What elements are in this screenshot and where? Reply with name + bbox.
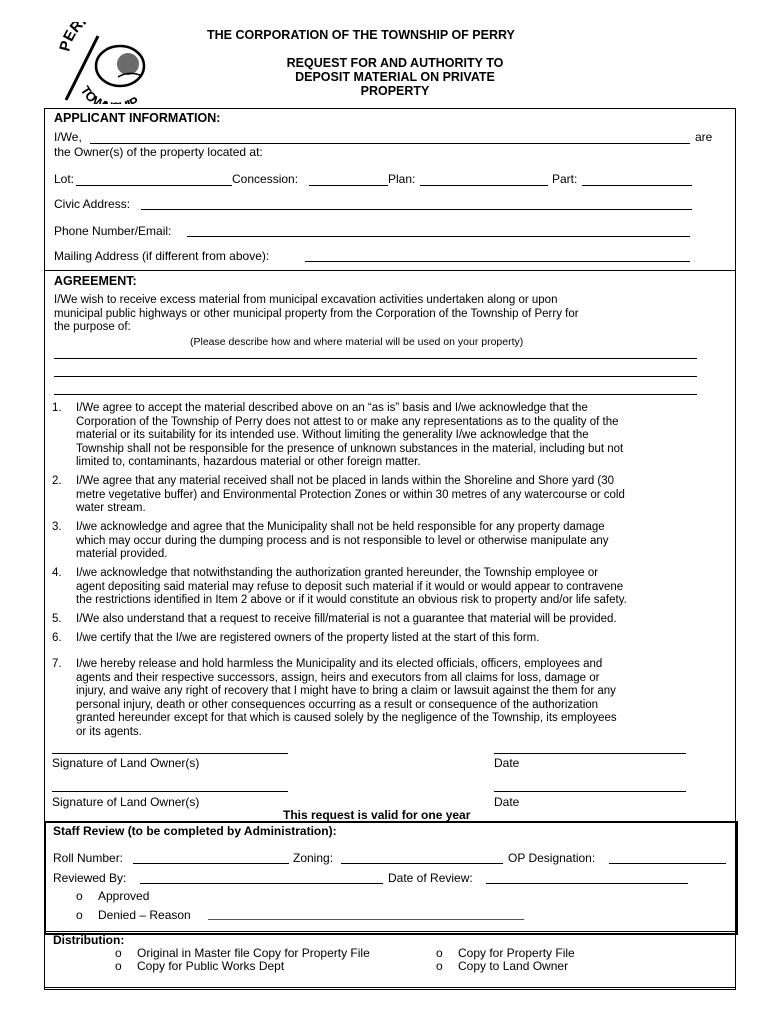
distribution-item: Original in Master file Copy for Property File: [137, 946, 370, 960]
phone-email-field[interactable]: [187, 236, 690, 237]
mailing-address-field[interactable]: [305, 261, 690, 262]
plan-label: Plan:: [388, 172, 416, 186]
staff-review-heading: Staff Review (to be completed by Administration):: [53, 824, 337, 838]
date-label: Date: [494, 756, 520, 770]
purpose-field[interactable]: [54, 358, 697, 359]
distribution-item: Copy for Public Works Dept: [137, 959, 285, 973]
distribution-bullet: o: [436, 959, 443, 973]
item-line: I/we hereby release and hold harmless the Municipality and its elected officials, officers, employees and: [76, 658, 603, 670]
part-label: Part:: [552, 172, 578, 186]
item-line: which may occur during the dumping process and is not responsible to level or otherwise manipulate any: [76, 534, 609, 547]
owner-name-field[interactable]: [90, 143, 690, 144]
subtitle-line: REQUEST FOR AND AUTHORITY TO: [286, 56, 504, 70]
item-line: I/we acknowledge that notwithstanding the authorization granted hereunder, the Township employee or: [76, 567, 599, 579]
plan-field[interactable]: [420, 185, 548, 186]
intro-line: the purpose of:: [54, 321, 131, 334]
agreement-item: [76, 658, 728, 740]
signature-field[interactable]: [52, 753, 288, 754]
item-line: material provided.: [76, 548, 168, 561]
item-line: Township shall not be responsible for the presence of unknown substances in the material, including but not: [76, 442, 624, 455]
agreement-intro: [54, 294, 579, 335]
civic-address-label: Civic Address:: [54, 197, 131, 211]
item-line: I/We agree to accept the material described above on an “as is” basis and I/we acknowledge that the: [76, 402, 588, 414]
section-divider: [44, 270, 735, 271]
distribution-item: Copy to Land Owner: [458, 959, 569, 973]
purpose-field[interactable]: [54, 394, 697, 395]
lot-field[interactable]: [76, 185, 232, 186]
distribution-item: Copy for Property File: [458, 946, 575, 960]
date-label: Date: [494, 795, 520, 809]
denied-reason-field[interactable]: [208, 919, 524, 920]
mailing-address-label: Mailing Address (if different from above):: [54, 249, 270, 263]
distribution-heading: Distribution:: [53, 933, 125, 947]
item-line: I/We also understand that a request to receive fill/material is not a guarantee that material will be provided.: [76, 613, 617, 625]
item-number: 5.: [52, 613, 62, 625]
svg-text:TOWNSHIP: [78, 83, 142, 104]
phone-email-label: Phone Number/Email:: [54, 224, 172, 238]
iwe-label: I/We,: [54, 130, 82, 144]
agreement-item: [76, 521, 728, 562]
denied-label: Denied – Reason: [98, 908, 191, 922]
denied-checkbox[interactable]: o: [76, 908, 83, 922]
date-of-review-label: Date of Review:: [388, 871, 473, 885]
intro-line: municipal public highways or other municipal property from the Corporation of the Township of Perry for: [54, 307, 579, 320]
part-field[interactable]: [582, 185, 692, 186]
item-number: 6.: [52, 632, 62, 644]
agreement-heading: AGREEMENT:: [54, 274, 137, 288]
applicant-heading: APPLICANT INFORMATION:: [54, 111, 221, 125]
validity-note: This request is valid for one year: [283, 808, 471, 822]
item-line: I/we certify that the I/we are registered owners of the property listed at the start of this form.: [76, 632, 540, 644]
signature-label: Signature of Land Owner(s): [52, 795, 200, 809]
item-line: limited to, contaminants, hazardous material or other foreign matter.: [76, 456, 421, 469]
date-field[interactable]: [494, 791, 686, 792]
concession-label: Concession:: [232, 172, 299, 186]
date-of-review-field[interactable]: [486, 883, 688, 884]
lot-label: Lot:: [54, 172, 75, 186]
item-number: 3.: [52, 521, 62, 533]
op-designation-label: OP Designation:: [508, 851, 596, 865]
item-line: I/We agree that any material received shall not be placed in lands within the Shoreline and Shore yard (30: [76, 475, 615, 487]
roll-number-field[interactable]: [133, 863, 289, 864]
reviewed-by-field[interactable]: [140, 883, 383, 884]
item-number: 2.: [52, 475, 62, 487]
roll-number-label: Roll Number:: [53, 851, 124, 865]
op-designation-field[interactable]: [609, 863, 726, 864]
agreement-item: [76, 632, 728, 646]
item-line: material or its suitability for its intended use. Without limiting the generality I/we acknowledge that the: [76, 429, 589, 442]
signature-field[interactable]: [52, 791, 288, 792]
item-line: the restrictions identified in Item 2 above or if it would constitute an obvious risk to property and/or life safety.: [76, 594, 627, 607]
item-line: injury, and waive any right of recovery that I might have to bring a claim or lawsuit against the them for any: [76, 685, 616, 698]
approved-checkbox[interactable]: o: [76, 889, 83, 903]
reviewed-by-label: Reviewed By:: [53, 871, 127, 885]
subtitle-line: DEPOSIT MATERIAL ON PRIVATE: [295, 70, 495, 84]
signature-label: Signature of Land Owner(s): [52, 756, 200, 770]
distribution-bullet: o: [115, 946, 122, 960]
agreement-item: [76, 475, 728, 516]
item-line: or its agents.: [76, 725, 142, 738]
purpose-field[interactable]: [54, 376, 697, 377]
logo-text-top: PER: [58, 22, 87, 54]
concession-field[interactable]: [309, 185, 388, 186]
item-line: granted hereunder except for that which is caused solely by the negligence of the Township, its employees: [76, 712, 617, 725]
date-field[interactable]: [494, 753, 686, 754]
township-logo: [58, 22, 168, 104]
item-line: I/we acknowledge and agree that the Municipality shall not be held responsible for any property damage: [76, 521, 605, 533]
item-line: agents and their respective successors, assign, heirs and executors from all claims for loss, damage or: [76, 671, 600, 684]
zoning-label: Zoning:: [293, 851, 334, 865]
distribution-bullet: o: [436, 946, 443, 960]
distribution-bullet: o: [115, 959, 122, 973]
owners-label: the Owner(s) of the property located at:: [54, 145, 263, 159]
are-label: are: [695, 130, 713, 144]
agreement-item: [76, 402, 728, 470]
item-line: metre vegetative buffer) and Environmental Protection Zones or within 30 metres of any watercourse or cold: [76, 488, 625, 501]
item-number: 1.: [52, 402, 62, 414]
item-number: 4.: [52, 567, 62, 579]
approved-label: Approved: [98, 889, 150, 903]
item-line: personal injury, death or other consequences occurring as a result or consequence of the authorization: [76, 698, 599, 711]
civic-address-field[interactable]: [141, 209, 692, 210]
agreement-item: [76, 567, 728, 608]
intro-line: I/We wish to receive excess material from municipal excavation activities undertaken along or upon: [54, 294, 558, 306]
zoning-field[interactable]: [341, 863, 503, 864]
subtitle-line: PROPERTY: [360, 84, 430, 98]
item-number: 7.: [52, 658, 62, 670]
agreement-item: [76, 613, 728, 627]
document-title: THE CORPORATION OF THE TOWNSHIP OF PERRY: [207, 28, 515, 42]
document-subtitle: [210, 56, 580, 98]
item-line: agent depositing said material may refuse to deposit such material if it would or would appear to contravene: [76, 580, 624, 593]
item-line: water stream.: [76, 502, 146, 515]
logo-text-bottom: TOW P: [77, 83, 142, 104]
describe-note: (Please describe how and where material will be used on your property): [190, 336, 524, 348]
item-line: Corporation of the Township of Perry does not attest to or make any representations as to the quality of the: [76, 415, 619, 428]
